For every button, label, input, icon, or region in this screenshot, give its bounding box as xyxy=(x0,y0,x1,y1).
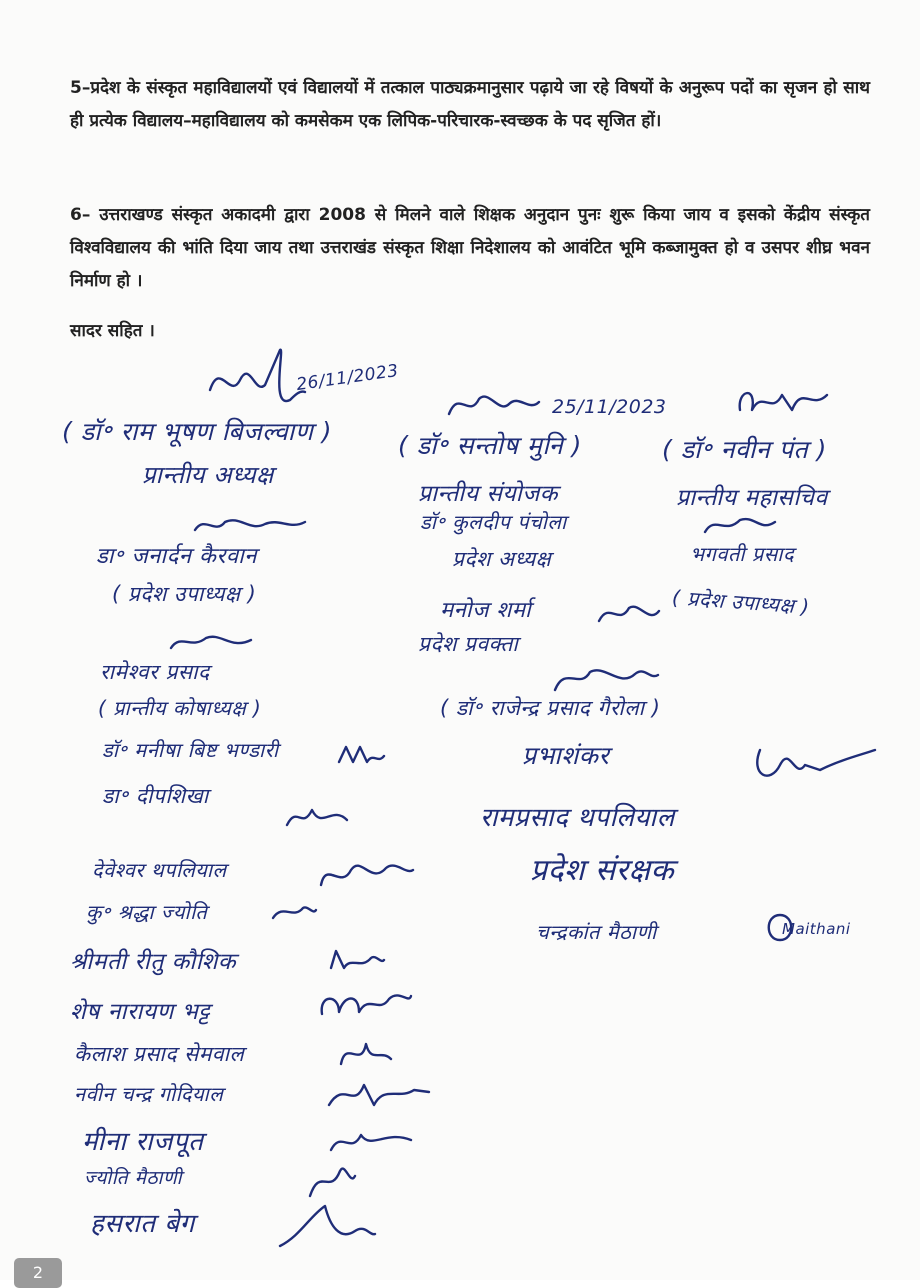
title-pradesh-sanrakshak: प्रदेश संरक्षक xyxy=(530,853,675,888)
name-manoj-sharma: मनोज शर्मा xyxy=(440,598,532,623)
name-janardan-kairwan: डा॰ जनार्दन कैरवान xyxy=(96,544,257,569)
signature-manoj-sharma xyxy=(594,596,664,636)
signature-maithani: Maithani xyxy=(782,920,851,938)
name-shraddha-jyoti: कु॰ श्रद्धा ज्योति xyxy=(86,900,208,924)
title-pranteey-mahasachiv: प्रान्तीय महासचिव xyxy=(676,485,828,511)
name-hasrat-baig: हसरात बेग xyxy=(90,1209,195,1239)
paragraph-point-5: 5–प्रदेश के संस्कृत महाविद्यालयों एवं विद्यालयों में तत्काल पाठ्यक्रमानुसार पढ़ाये जा रहे विषयों के अनुरूप पदों का सृजन हो साथ ही प्रत्येक विद्यालय–महाविद्यालय को कमसेकम एक लिपिक-परिचारक-स्वच्छक के पद सृजित हों। xyxy=(70,78,870,131)
closing-salutation: सादर सहित । xyxy=(70,321,155,341)
name-bijalwan: ( डॉ॰ राम भूषण बिजल्वाण ) xyxy=(62,417,333,446)
name-deepshikha: डा॰ दीपशिखा xyxy=(102,784,209,808)
signature-shesh-narayan xyxy=(314,984,414,1028)
name-ramprasad-thapliyal: रामप्रसाद थपलियाल xyxy=(480,803,675,833)
name-naveen-godiyal: नवीन चन्द्र गोदियाल xyxy=(74,1082,224,1106)
handwritten-date-1: 26/11/2023 xyxy=(295,360,400,396)
signature-prabhashankar xyxy=(750,730,880,800)
name-deveshwar-thapliyal: देवेश्वर थपलियाल xyxy=(92,858,227,882)
signature-deepshikha xyxy=(282,800,352,834)
title-pranteey-sanyojak: प्रान्तीय संयोजक xyxy=(418,481,558,507)
name-shesh-narayan-bhatt: शेष नारायण भट्ट xyxy=(70,999,211,1025)
signature-kairwan xyxy=(190,510,310,540)
paragraph-point-6: 6– उत्तराखण्ड संस्कृत अकादमी द्वारा 2008 से मिलने वाले शिक्षक अनुदान पुनः शुरू किया जाय व इसको केंद्रीय संस्कृत विश्वविद्यालय की भांति दिया जाय तथा उत्तराखंड संस्कृत शिक्षा निदेशालय को आवंटित भूमि कब्जामुक्त हो व उसपर शीघ्र भवन निर्माण हो । xyxy=(70,205,870,291)
title-pradesh-adhyaksh: प्रदेश अध्यक्ष xyxy=(452,547,552,571)
signature-bhagwati xyxy=(700,510,780,540)
signature-rameshwar xyxy=(166,628,256,656)
name-manisha-bhandari: डॉ॰ मनीषा बिष्ट भण्डारी xyxy=(102,738,279,762)
signature-bijalwan xyxy=(200,340,310,420)
signature-hasrat xyxy=(270,1196,380,1256)
name-jyoti-maithani: ज्योति मैठाणी xyxy=(84,1167,183,1189)
name-santosh-muni: ( डॉ॰ सन्तोष मुनि ) xyxy=(398,431,582,460)
signature-kailash xyxy=(336,1034,396,1074)
signature-deveshwar xyxy=(316,850,416,900)
title-pradesh-upadhyaksh-1: ( प्रदेश उपाध्यक्ष ) xyxy=(112,582,257,606)
name-kuldeep: डॉ॰ कुलदीप पंचोला xyxy=(420,510,567,534)
name-prabhashankar: प्रभाशंकर xyxy=(522,741,610,770)
signature-santosh-muni xyxy=(444,384,544,424)
name-meena-rajput: मीना राजपूत xyxy=(82,1127,204,1157)
page-number-badge: 2 xyxy=(14,1258,62,1288)
handwritten-date-2: 25/11/2023 xyxy=(552,396,667,418)
signature-maithani-loop xyxy=(760,910,800,946)
title-pradesh-pravakta: प्रदेश प्रवक्ता xyxy=(418,632,519,656)
signature-naveen-godiyal xyxy=(324,1070,434,1114)
name-rameshwar-prasad: रामेश्वर प्रसाद xyxy=(100,660,210,684)
name-chandrakant-maithani: चन्द्रकांत मैठाणी xyxy=(536,920,657,944)
title-pradesh-upadhyaksh-2: ( प्रदेश उपाध्यक्ष ) xyxy=(671,585,811,619)
signature-naveen-pant xyxy=(732,380,832,425)
title-pranteey-adhyaksh: प्रान्तीय अध्यक्ष xyxy=(142,461,274,489)
title-pranteey-koshadhyaksh: ( प्रान्तीय कोषाध्यक्ष ) xyxy=(98,696,262,720)
name-ritu-kaushik: श्रीमती रीतु कौशिक xyxy=(70,949,237,975)
signature-ritu xyxy=(326,946,386,976)
name-kailash-semwal: कैलाश प्रसाद सेमवाल xyxy=(74,1042,245,1066)
name-rajendra-gairola: ( डॉ॰ राजेन्द्र प्रसाद गैरोला ) xyxy=(440,696,661,720)
signature-meena xyxy=(326,1120,416,1160)
signature-manisha xyxy=(336,742,386,768)
signature-shraddha xyxy=(268,900,318,924)
name-naveen-pant: ( डॉ॰ नवीन पंत ) xyxy=(662,435,827,464)
name-bhagwati-prasad: भगवती प्रसाद xyxy=(690,542,795,566)
